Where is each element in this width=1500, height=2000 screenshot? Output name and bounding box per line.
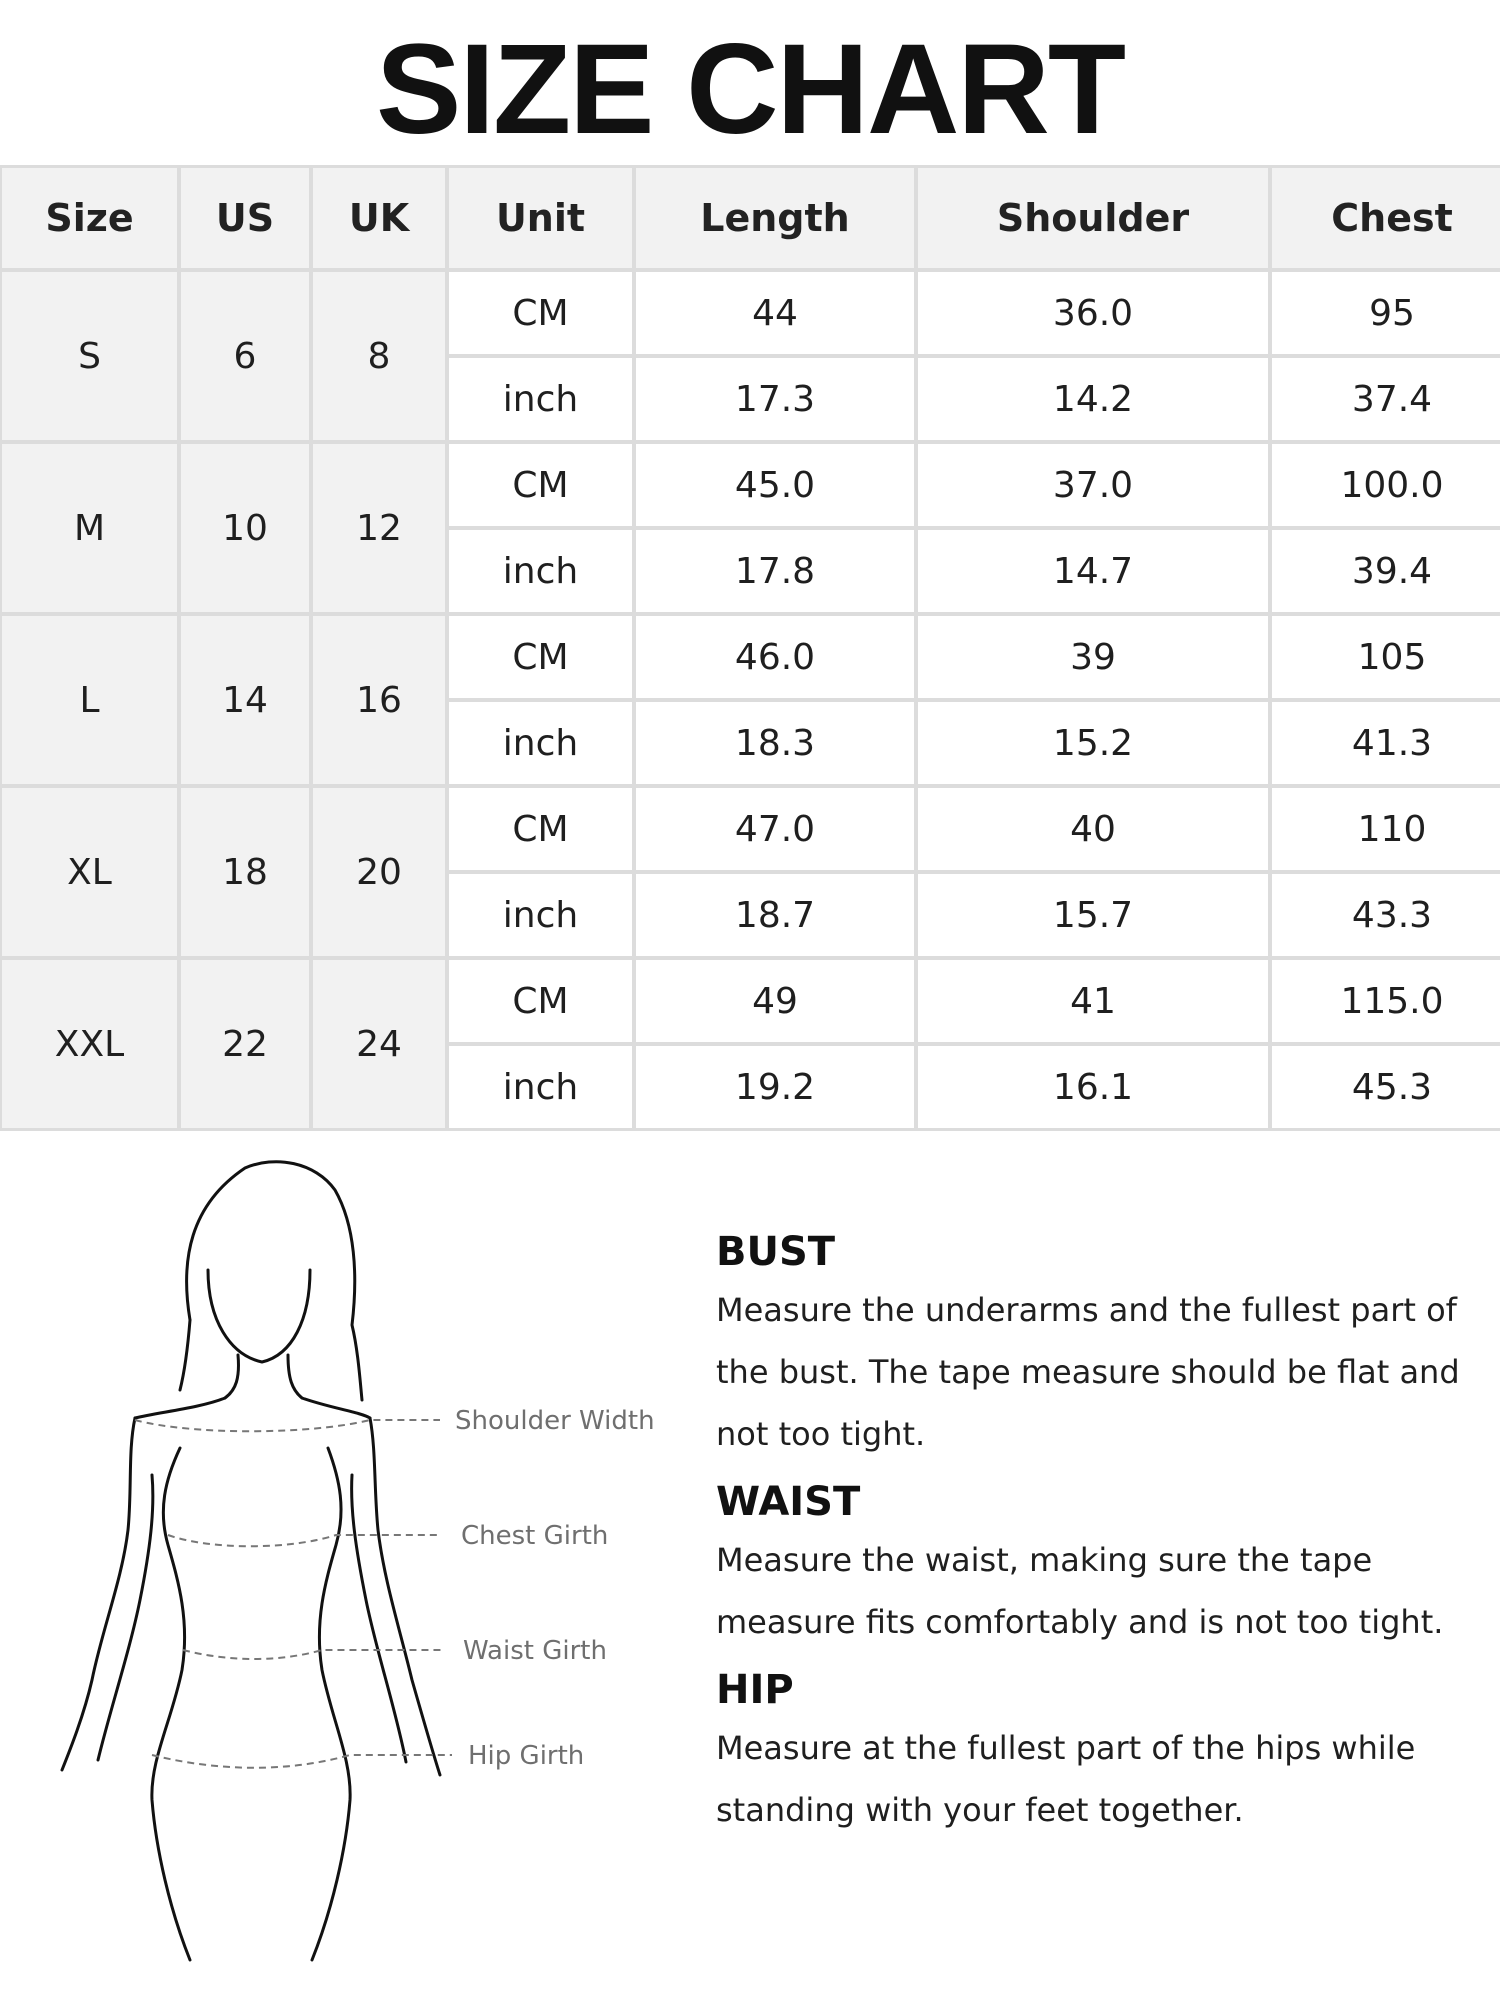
measurement-guide [716, 1225, 1476, 1851]
uk-cell: 20 [313, 788, 445, 956]
bust-heading: BUST [716, 1229, 836, 1275]
length-cell: 49 [636, 960, 914, 1042]
us-cell: 10 [181, 444, 309, 612]
chest-cell: 110 [1272, 788, 1500, 870]
chest-girth-label: Chest Girth [461, 1521, 609, 1551]
table-row [2, 444, 1500, 526]
hip-girth-label: Hip Girth [468, 1741, 585, 1771]
unit-cell: CM [449, 444, 632, 526]
unit-cell: inch [449, 702, 632, 784]
us-cell: 6 [181, 272, 309, 440]
header-size: Size [2, 168, 177, 268]
chest-cell: 100.0 [1272, 444, 1500, 526]
shoulder-cell: 14.2 [918, 358, 1268, 440]
uk-cell: 8 [313, 272, 445, 440]
length-cell: 18.3 [636, 702, 914, 784]
header-uk: UK [313, 168, 445, 268]
chest-cell: 105 [1272, 616, 1500, 698]
chest-cell: 45.3 [1272, 1046, 1500, 1128]
unit-cell: inch [449, 530, 632, 612]
unit-cell: inch [449, 358, 632, 440]
page-title: SIZE CHART [376, 18, 1124, 161]
length-cell: 45.0 [636, 444, 914, 526]
table-row [2, 616, 1500, 698]
chest-measure-line [168, 1535, 438, 1546]
header-unit: Unit [449, 168, 632, 268]
uk-cell: 24 [313, 960, 445, 1128]
length-cell: 47.0 [636, 788, 914, 870]
length-cell: 44 [636, 272, 914, 354]
uk-cell: 12 [313, 444, 445, 612]
unit-cell: inch [449, 1046, 632, 1128]
uk-cell: 16 [313, 616, 445, 784]
size-cell: L [2, 616, 177, 784]
table-row [2, 272, 1500, 354]
chest-cell: 37.4 [1272, 358, 1500, 440]
shoulder-cell: 14.7 [918, 530, 1268, 612]
unit-cell: inch [449, 874, 632, 956]
chest-cell: 95 [1272, 272, 1500, 354]
shoulder-cell: 36.0 [918, 272, 1268, 354]
hip-heading: HIP [716, 1667, 794, 1713]
unit-cell: CM [449, 616, 632, 698]
female-body-outline-icon [62, 1162, 440, 1960]
shoulder-measure-line [135, 1420, 440, 1431]
us-cell: 22 [181, 960, 309, 1128]
length-cell: 17.8 [636, 530, 914, 612]
size-chart-table [0, 164, 1500, 1132]
table-header-row [2, 168, 1500, 268]
bust-text: Measure the underarms and the fullest part of the bust. The tape measure should be flat and not too tight. [716, 1291, 1460, 1453]
chest-cell: 39.4 [1272, 530, 1500, 612]
chest-cell: 115.0 [1272, 960, 1500, 1042]
header-shoulder: Shoulder [918, 168, 1268, 268]
size-cell: XL [2, 788, 177, 956]
chest-cell: 41.3 [1272, 702, 1500, 784]
shoulder-width-label: Shoulder Width [455, 1406, 655, 1436]
waist-text: Measure the waist, making sure the tape measure fits comfortably and is not too tight. [716, 1541, 1444, 1641]
shoulder-cell: 15.7 [918, 874, 1268, 956]
chest-cell: 43.3 [1272, 874, 1500, 956]
unit-cell: CM [449, 788, 632, 870]
waist-girth-label: Waist Girth [463, 1636, 607, 1666]
size-cell: XXL [2, 960, 177, 1128]
length-cell: 46.0 [636, 616, 914, 698]
length-cell: 19.2 [636, 1046, 914, 1128]
size-cell: M [2, 444, 177, 612]
header-length: Length [636, 168, 914, 268]
us-cell: 14 [181, 616, 309, 784]
table-row [2, 788, 1500, 870]
header-us: US [181, 168, 309, 268]
waist-heading: WAIST [716, 1479, 861, 1525]
body-measurement-figure [40, 1150, 700, 1970]
shoulder-cell: 37.0 [918, 444, 1268, 526]
length-cell: 17.3 [636, 358, 914, 440]
shoulder-cell: 16.1 [918, 1046, 1268, 1128]
shoulder-cell: 41 [918, 960, 1268, 1042]
shoulder-cell: 40 [918, 788, 1268, 870]
shoulder-cell: 39 [918, 616, 1268, 698]
length-cell: 18.7 [636, 874, 914, 956]
hip-text: Measure at the fullest part of the hips while standing with your feet together. [716, 1729, 1416, 1829]
unit-cell: CM [449, 960, 632, 1042]
table-row [2, 960, 1500, 1042]
header-chest: Chest [1272, 168, 1500, 268]
us-cell: 18 [181, 788, 309, 956]
shoulder-cell: 15.2 [918, 702, 1268, 784]
size-cell: S [2, 272, 177, 440]
unit-cell: CM [449, 272, 632, 354]
